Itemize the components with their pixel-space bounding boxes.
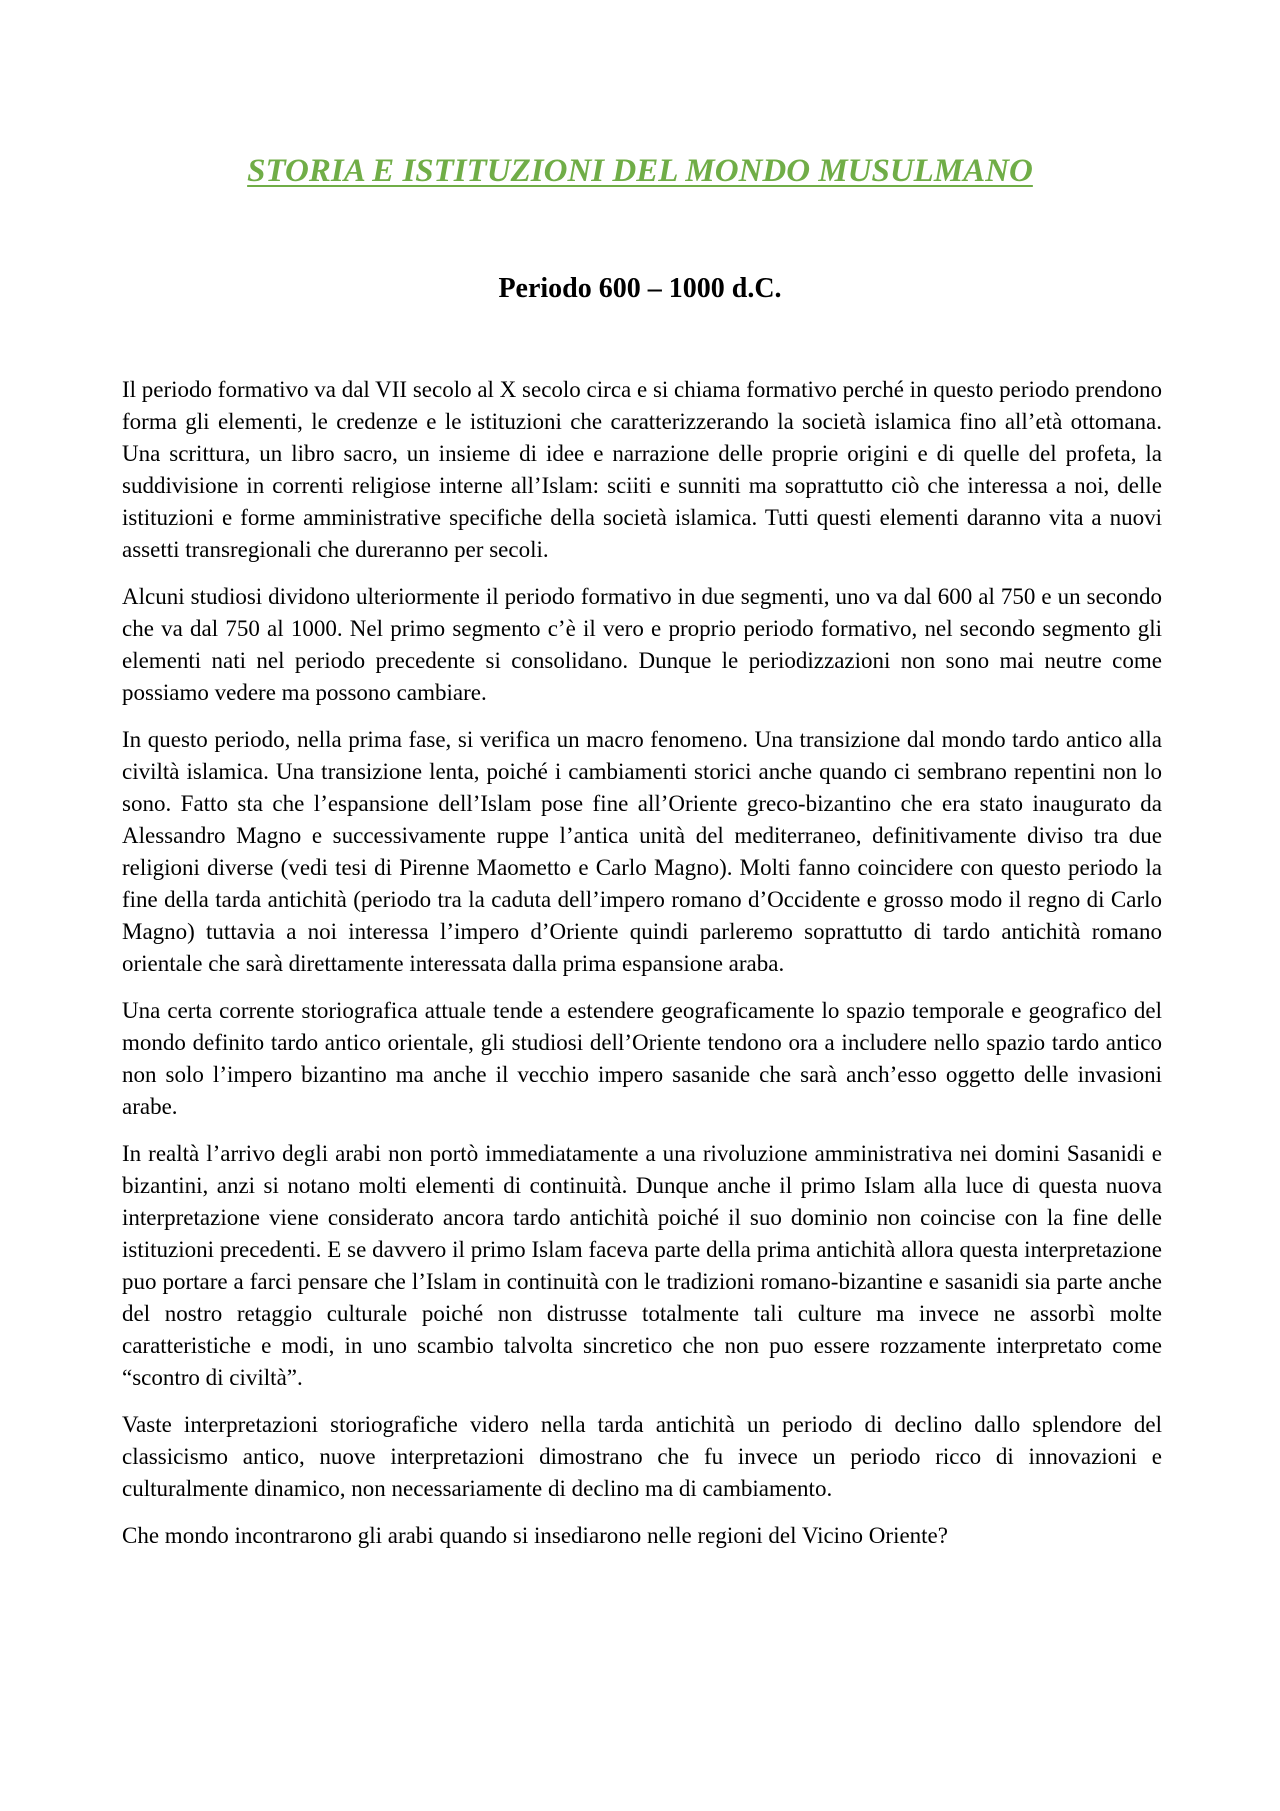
paragraph-1: Il periodo formativo va dal VII secolo al X secolo circa e si chiama formativo perché in questo periodo prendono forma gli elementi, le credenze e le istituzioni che caratterizzerando la società islamica fino all’età ottomana. Una scrittura, un libro sacro, un insieme di idee e narrazione delle proprie origini e di quelle del profeta, la suddivisione in correnti religiose interne all’Islam: sciiti e sunniti ma soprattutto ciò che interessa a noi, delle istituzioni e forme amministrative specifiche della società islamica. Tutti questi elementi daranno vita a nuovi assetti transregionali che dureranno per secoli.: [122, 377, 1162, 562]
paragraph-3: In questo periodo, nella prima fase, si verifica un macro fenomeno. Una transizione dal mondo tardo antico alla civiltà islamica. Una transizione lenta, poiché i cambiamenti storici anche quando ci sembrano repentini non lo sono. Fatto sta che l’espansione dell’Islam pose fine all’Oriente greco-bizantino che era stato inaugurato da Alessandro Magno e successivamente ruppe l’antica unità del mediterraneo, definitivamente diviso tra due religioni diverse (vedi tesi di Pirenne Maometto e Carlo Magno). Molti fanno coincidere con questo periodo la fine della tarda antichità (periodo tra la caduta dell’impero romano d’Occidente e grosso modo il regno di Carlo Magno) tuttavia a noi interessa l’impero d’Oriente quindi parleremo soprattutto di tardo antichità romano orientale che sarà direttamente interessata dalla prima espansione araba.: [122, 727, 1162, 976]
paragraph-2: Alcuni studiosi dividono ulteriormente il periodo formativo in due segmenti, uno va dal 600 al 750 e un secondo che va dal 750 al 1000. Nel primo segmento c’è il vero e proprio periodo formativo, nel secondo segmento gli elementi nati nel periodo precedente si consolidano. Dunque le periodizzazioni non sono mai neutre come possiamo vedere ma possono cambiare.: [122, 584, 1162, 705]
paragraph-4: Una certa corrente storiografica attuale tende a estendere geograficamente lo spazio temporale e geografico del mondo definito tardo antico orientale, gli studiosi dell’Oriente tendono ora a includere nello spazio tardo antico non solo l’impero bizantino ma anche il vecchio impero sasanide che sarà anch’esso oggetto delle invasioni arabe.: [122, 998, 1162, 1119]
document-body: [122, 374, 1162, 1567]
document-title: STORIA E ISTITUZIONI DEL MONDO MUSULMANO: [247, 153, 1033, 189]
paragraph-6: Vaste interpretazioni storiografiche videro nella tarda antichità un periodo di declino dallo splendore del classicismo antico, nuove interpretazioni dimostrano che fu invece un periodo ricco di innovazioni e culturalmente dinamico, non necessariamente di declino ma di cambiamento.: [122, 1412, 1162, 1501]
paragraph-5: In realtà l’arrivo degli arabi non portò immediatamente a una rivoluzione amministrativa nei domini Sasanidi e bizantini, anzi si notano molti elementi di continuità. Dunque anche il primo Islam alla luce di questa nuova interpretazione viene considerato ancora tardo antichità poiché il suo dominio non coincise con la fine delle istituzioni precedenti. E se davvero il primo Islam faceva parte della prima antichità allora questa interpretazione puo portare a farci pensare che l’Islam in continuità con le tradizioni romano-bizantine e sasanidi sia parte anche del nostro retaggio culturale poiché non distrusse totalmente tali culture ma invece ne assorbì molte caratteristiche e modi, in uno scambio talvolta sincretico che non puo essere rozzamente interpretato come “scontro di civiltà”.: [122, 1141, 1162, 1390]
document-subtitle: Periodo 600 – 1000 d.C.: [498, 273, 782, 304]
paragraph-7: Che mondo incontrarono gli arabi quando si insediarono nelle regioni del Vicino Oriente?: [122, 1523, 948, 1548]
